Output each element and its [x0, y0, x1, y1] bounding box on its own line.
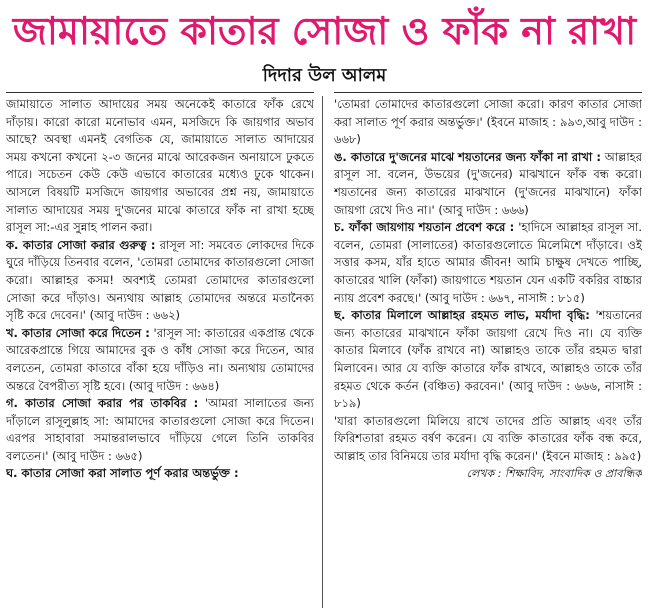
- paragraph: [334, 307, 642, 413]
- paragraph: [6, 237, 314, 325]
- subheading: চ. ফাঁকা জায়গায় শয়তান প্রবেশ করে :: [334, 220, 515, 235]
- paragraph: [334, 96, 642, 149]
- subheading: খ. কাতার সোজা করে দিতেন :: [6, 325, 150, 340]
- subheading: ঙ. কাতারে দু'জনের মাঝে শয়তানের জন্য ফাঁকা না রাখা :: [334, 149, 601, 164]
- subheading: গ. কাতার সোজা করার পর তাকবির :: [6, 396, 199, 411]
- paragraph: [6, 96, 314, 237]
- paragraph: [334, 149, 642, 219]
- right-top-rule: [334, 92, 642, 93]
- left-column: [6, 96, 314, 611]
- paragraph-text: রাসূল সা: সমবেত লোকদের দিকে ঘুরে দাঁড়িয়ে তিনবার বলেন, 'তোমরা তোমাদের কাতারগুলো সোজা করো। আল্লাহর কসম! অবশ্যই তোমরা তোমাদের কাতারগুলো সোজা করে দাঁড়াও। অন্যথায় আল্লাহ তোমাদের অন্তরে মতানৈক্য সৃষ্টি করে দেবেন।' (আবু দাউদ : ৬৬২): [6, 237, 314, 323]
- author-signature: লেখক : শিক্ষাবিদ, সাংবাদিক ও প্রাবন্ধিক: [466, 467, 642, 481]
- headline: জামায়াতে কাতার সোজা ও ফাঁক না রাখা: [12, 9, 637, 53]
- byline: দিদার উল আলম: [262, 65, 387, 86]
- paragraph-text: 'যারা কাতারগুলো মিলিয়ে রাখে তাদের প্রতি আল্লাহ এবং তাঁর ফিরিশতারা রহমত বর্ষণ করেন। যে ব্যক্তি কাতারের ফাঁক বন্ধ করে, আল্লাহ তার বিনিময়ে তার মর্যাদা বৃদ্ধি করেন।' (ইবনে মাজাহ : ৯৯৫): [334, 413, 642, 463]
- paragraph: [334, 413, 642, 466]
- paragraph-text: আল্লাহর রাসূল সা. বলেন, উভয়ের (দু'জনের) মাঝখানে ফাঁক বন্ধ করো। শয়তানের জন্য কাতারের মাঝখানে (দু'জনের মাঝখানে) ফাঁকা জায়গা রেখে দিও না।' (আবু দাউদ : ৬৬৬): [334, 149, 642, 217]
- paragraph: [6, 325, 314, 395]
- paragraph-text: জামায়াতে সালাত আদায়ের সময় অনেকেই কাতারে ফাঁক রেখে দাঁড়ায়। কারো কারো মনোভাব এমন, মসজিদে কি জায়গার অভাব আছে? অবস্থা এমনই বেগতিক যে, জামায়াতে সালাত আদায়ের সময় কখনো কখনো ২-৩ জনের মাঝে আরেকজন অনায়াসে ঢুকতে পারে। সচেতন কেউ কেউ এভাবে কাতারের মধ্যেও ঢুকে থাকেন। আসলে বিষয়টি মসজিদে জায়গার অভাবের প্রশ্ন নয়, জামায়াতে সালাত আদায়ের সময় দু'জনের মাঝে কাতারে ফাঁক না রাখা হচ্ছে রাসূল সা:-এর সুন্নাহ পালন করা।: [6, 97, 314, 235]
- paragraph: [6, 465, 314, 483]
- paragraph-text: 'তোমরা তোমাদের কাতারগুলো সোজা করো। কারণ কাতার সোজা করা সালাত পূর্ণ করার অন্তর্ভুক্ত।' (ইবনে মাজাহ : ৯৯৩,আবু দাউদ : ৬৬৮): [334, 97, 642, 147]
- subheading: ক. কাতার সোজা করার গুরুত্ব :: [6, 237, 156, 252]
- right-column: [334, 96, 642, 611]
- left-top-rule: [6, 92, 314, 93]
- paragraph: [6, 395, 314, 465]
- paragraph: [334, 219, 642, 307]
- subheading: ঘ. কাতার সোজা করা সালাত পূর্ণ করার অন্তর্ভুক্ত :: [6, 466, 239, 481]
- subheading: ছ. কাতার মিলালে আল্লাহর রহমত লাভ, মর্যাদা বৃদ্ধি:: [334, 308, 590, 323]
- paragraph-text: 'শয়তানের জন্য কাতারের মাঝখানে ফাঁকা জায়গা রেখে দিও না। যে ব্যক্তি কাতার মিলাবে (ফাঁক রাখবে না) আল্লাহও তাকে তাঁর রহমত দ্বারা মিলাবেন। আর যে ব্যক্তি কাতারে ফাঁক রাখবে, আল্লাহও তাকে তাঁর রহমত থেকে কর্তন (বঞ্চিত) করবেন।' (আবু দাউদ : ৬৬৬, নাসাঈ : ৮১৯): [334, 308, 642, 411]
- paragraph-text: 'রাসূল সা: কাতারের একপ্রান্ত থেকে আরেকপ্রান্তে গিয়ে আমাদের বুক ও কাঁধ সোজা করে দিতেন, আর বলতেন, তোমরা কাতারে বাঁকা হয়ে দাঁড়িও না। অন্যথায় তোমাদের অন্তরে বৈপরীত্য সৃষ্টি হবে। (আবু দাউদ : ৬৬৪): [6, 325, 314, 393]
- paragraph-text: 'হাদিসে আল্লাহর রাসূল সা. বলেন, তোমরা (সালাতের) কাতারগুলোতে মিলেমিশে দাঁড়াবে। ওই সত্তার কসম, যাঁর হাতে আমার জীবন! আমি চাক্ষুষ দেখতে পাচ্ছি, কাতারের খালি (ফাঁকা) জায়গাতে শয়তান যেন একটি বকরির বাচ্চার ন্যায় প্রবেশ করছে।' (আবু দাউদ : ৬৬৭, নাসাঈ : ৮১৫): [334, 220, 642, 305]
- column-divider: [322, 96, 323, 608]
- paragraph-text: 'আমরা সালাতের জন্য দাঁড়ালে রাসূলুল্লাহ সা: আমাদের কাতারগুলো সোজা করে দিতেন। এরপর সাহাবারা সমান্তরালভাবে দাঁড়িয়ে গেলে তিনি তাকবির বলতেন।' (আবু দাউদ : ৬৬৫): [6, 396, 314, 463]
